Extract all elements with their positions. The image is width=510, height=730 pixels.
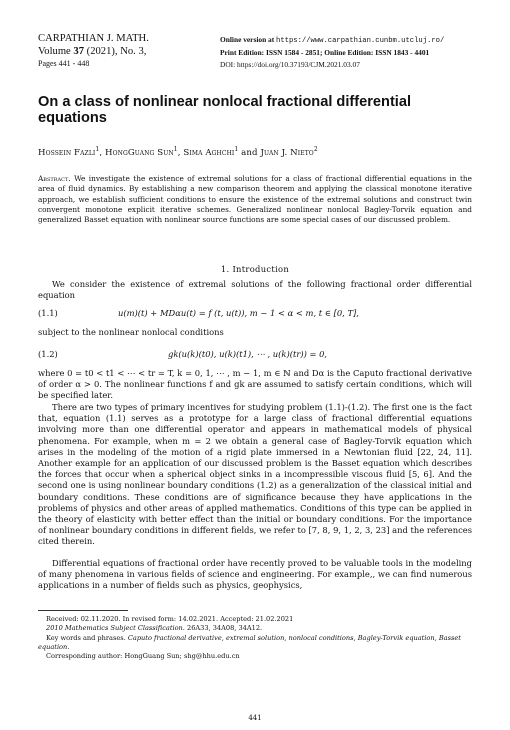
received-dates: Received: 02.11.2020. In revised form: 14.02.2021. Accepted: 21.02.2021	[46, 615, 294, 623]
author-name: Sima Aghchi	[183, 147, 235, 158]
msc-label: 2010 Mathematics Subject Classification.	[46, 624, 185, 633]
equation-number: (1.2)	[38, 349, 58, 359]
conditions-intro: subject to the nonlinear nonlocal conditions	[38, 327, 224, 337]
author-name: Juan J. Nieto	[260, 147, 314, 158]
section-heading: 1. Introduction	[220, 264, 290, 274]
keywords	[38, 634, 472, 653]
affiliation-mark: 1	[173, 146, 178, 153]
msc-codes: 26A33, 34A08, 34A12.	[184, 624, 263, 633]
publication-meta	[220, 34, 444, 71]
doi-line[interactable]: DOI: https://doi.org/10.37193/CJM.2021.03.07	[220, 60, 360, 69]
journal-header	[38, 33, 149, 71]
intro-paragraph-1: We consider the existence of extremal solutions of the following fractional order differential equation	[38, 279, 472, 301]
affiliation-mark: 1	[95, 146, 100, 153]
abstract-label: Abstract.	[38, 174, 71, 183]
affiliation-mark: 1	[234, 146, 239, 153]
keywords-text: Caputo fractional derivative, extremal solution, nonlocal conditions, Bagley-Torvik equation, Basset equation.	[38, 633, 461, 651]
equation-1-2-body: gk(u(k)(t0), u(k)(t1), ⋯ , u(k)(tr)) = 0,	[168, 349, 328, 359]
abstract	[38, 174, 472, 225]
online-url-link[interactable]: https://www.carpathian.cunbm.utcluj.ro/	[276, 37, 445, 45]
paper-title: On a class of nonlinear nonlocal fractional differential equations	[38, 94, 412, 126]
affiliation-mark: 2	[313, 146, 318, 153]
issn-text: Print Edition: ISSN 1584 - 2851; Online Edition: ISSN 1843 - 4401	[220, 48, 430, 57]
footnotes	[38, 615, 472, 661]
volume-number: 37	[73, 45, 85, 57]
intro-paragraph-5: Differential equations of fractional order have recently proved to be valuable tools in the modeling of many phenomena in various fields of science and engineering. For example,, we can find numerous applications in a number of fields such as physics, geophysics,	[38, 558, 472, 591]
author-name: Hossein Fazli	[38, 147, 96, 158]
corresponding-author: Corresponding author: HongGuang Sun; shg@hhu.edu.cn	[46, 652, 240, 661]
msc-classification	[38, 624, 472, 633]
equation-1-1-body: u(m)(t) + MDαu(t) = f (t, u(t)), m − 1 < α < m, t ∈ [0, T],	[118, 308, 359, 318]
equation-1-2	[38, 349, 472, 363]
online-version-line	[220, 34, 444, 47]
journal-name: CARPATHIAN J. MATH.	[38, 33, 149, 44]
issn-line	[220, 47, 444, 59]
volume-line	[38, 46, 149, 59]
equation-number: (1.1)	[38, 308, 58, 318]
intro-paragraph-4: There are two types of primary incentives for studying problem (1.1)-(1.2). The first one is the fact that, equation (1.1) serves as a prototype for a large class of fractional differential equations involving more than one differential operator and appears in mathematical models of physical phenomena. For example, when m = 2 we obtain a general case of Bagley-Torvik equation which arises in the modeling of the motion of a rigid plate immersed in a Newtonian fluid [22, 24, 11]. Another example for an application of our discussed problem is the Basset equation which describes the forces that occur when a spherical object sinks in a incompressible viscous fluid [5, 6]. And the second one is using nonlinear boundary conditions (1.2) as a generalization of the classical initial and boundary conditions. These conditions are of significance because they have applications in the problems of physics and other areas of applied mathematics. Conditions of this type can be applied in the theory of elasticity with better effect than the initial or boundary conditions. For the importance of nonlinear boundary conditions in different fields, we refer to [7, 8, 9, 1, 2, 3, 23] and the references cited therein.	[38, 402, 472, 547]
equation-1-1	[38, 308, 472, 322]
volume-suffix: (2021), No. 3,	[84, 45, 147, 57]
abstract-text: We investigate the existence of extremal solutions for a class of fractional differential equations in the area of fluid dynamics. By establishing a new comparison theorem and applying the classical monotone iterative approach, we establish sufficient conditions to ensure the existence of the extremal solutions and construct twin convergent monotone explicit iterative schemes. Generalized nonlinear nonlocal Bagley-Torvik equation and generalized Basset equation with nonlinear source functions are some special cases of our discussed problem.	[38, 174, 472, 225]
author-name: HongGuang Sun	[104, 147, 174, 158]
page-number: 441	[248, 714, 262, 722]
intro-paragraph-3: where 0 = t0 < t1 < ⋯ < tr = T, k = 0, 1, ⋯ , m − 1, m ∈ ℕ and Dα is the Caputo fractional derivative of order α > 0. The nonlinear functions f and gk are assumed to satisfy certain conditions, which will be specified later.	[38, 368, 472, 401]
online-label: Online version at	[220, 35, 277, 44]
keywords-label: Key words and phrases.	[46, 633, 126, 642]
pages-range: Pages 441 - 448	[38, 59, 90, 68]
author-list: Hossein Fazli$^1$, HongGuang Sun$^1$, Sima Aghchi$^1$ and Juan J. Nieto$^2$	[38, 146, 318, 158]
footnote-rule	[38, 610, 128, 611]
volume-prefix: Volume	[38, 45, 74, 57]
